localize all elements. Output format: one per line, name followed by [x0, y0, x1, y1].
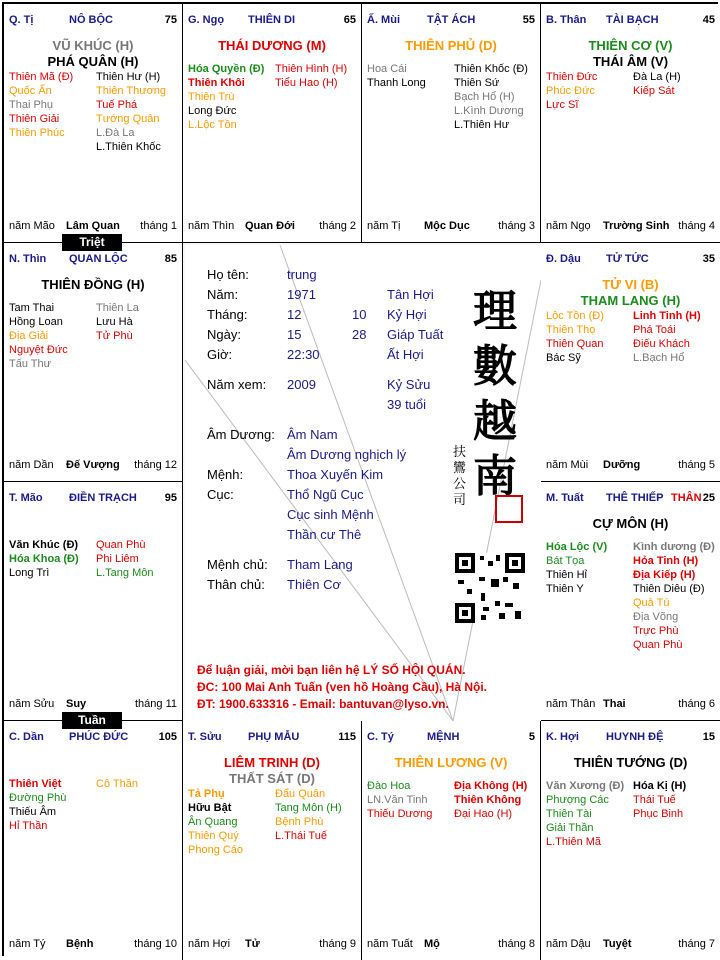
palace-cell-hoi[interactable] — [541, 721, 720, 960]
palace-year: năm Mùi — [546, 459, 589, 471]
palace-footer — [9, 220, 177, 234]
minor-star: Phượng Các — [546, 794, 609, 806]
main-star: THAM LANG (H) — [580, 293, 681, 308]
main-star: THIÊN LƯƠNG (V) — [394, 755, 508, 770]
minor-star: L.Thiên Khốc — [96, 141, 161, 153]
palace-cell-mui[interactable] — [362, 4, 541, 243]
triet-marker: Triệt — [62, 234, 122, 251]
palace-cell-thin[interactable] — [4, 243, 183, 482]
minor-star: Đường Phù — [9, 792, 67, 804]
palace-can-chi: Đ. Dậu — [546, 253, 581, 265]
minor-star: Kình dương (Đ) — [633, 541, 715, 553]
year-value: 1971 — [287, 287, 316, 302]
minor-star: Địa Giải — [9, 330, 49, 342]
seal-char-3: 越 — [473, 396, 517, 447]
minor-star: L.Bạch Hổ — [633, 352, 685, 364]
palace-can-chi: T. Mão — [9, 492, 43, 504]
cuc-note: Cục sinh Mệnh — [287, 507, 374, 522]
palace-year: năm Tý — [9, 938, 46, 950]
palace-dai-han: 85 — [164, 253, 177, 265]
palace-year: năm Tuất — [367, 938, 413, 950]
palace-year: năm Thìn — [188, 220, 235, 232]
palace-name: TỬ TỨC — [606, 253, 649, 265]
palace-header — [188, 14, 356, 28]
palace-dai-han: 105 — [158, 731, 177, 743]
main-star: TỬ VI (B) — [602, 277, 659, 292]
palace-month: tháng 8 — [498, 938, 535, 950]
minor-star: Đào Hoa — [367, 780, 411, 792]
menh-value: Thoa Xuyến Kim — [287, 467, 384, 482]
month-label: Tháng: — [207, 307, 248, 322]
palace-footer — [188, 220, 356, 234]
main-star: PHÁ QUÂN (H) — [47, 54, 139, 69]
palace-name: HUYNH ĐỆ — [606, 731, 664, 743]
red-stamp — [495, 495, 523, 523]
main-star: THÁI DƯƠNG (M) — [218, 38, 326, 53]
minor-star: Hỉ Thần — [9, 820, 48, 832]
minor-star: Phục Binh — [633, 808, 684, 820]
minor-star: Thiên Trù — [188, 91, 235, 103]
minor-stars-right — [454, 62, 528, 132]
tuan-marker: Tuần — [62, 712, 122, 729]
main-star: THẤT SÁT (D) — [229, 771, 315, 786]
minor-star: Bác Sỹ — [546, 352, 581, 364]
palace-stage: Thai — [603, 698, 626, 710]
minor-star: Thiên Quý — [188, 830, 239, 842]
minor-star: Cô Thần — [96, 778, 138, 790]
palace-header — [9, 731, 177, 745]
minor-star: L.Tang Môn — [96, 567, 154, 579]
minor-star: Thiên Khôi — [188, 77, 245, 89]
minor-star: Thiên Thọ — [546, 324, 596, 336]
minor-star: Thiên Diêu (Đ) — [633, 583, 705, 595]
palace-header — [367, 731, 535, 745]
hour-can: Ất Hợi — [387, 347, 424, 362]
palace-footer — [367, 938, 535, 952]
minor-star: Thiên Khốc (Đ) — [454, 63, 528, 75]
palace-year: năm Hợi — [188, 938, 231, 950]
palace-dai-han: 65 — [343, 14, 356, 26]
palace-name: TẬT ÁCH — [427, 14, 476, 26]
palace-year: năm Dậu — [546, 938, 591, 950]
minor-star: Tử Phù — [96, 330, 133, 342]
minor-star: Đại Hao (H) — [454, 808, 513, 820]
minor-star: Tiểu Hao (H) — [275, 77, 338, 89]
minor-stars-right — [96, 70, 166, 154]
minor-star: Phá Toái — [633, 324, 676, 336]
palace-name: QUAN LỘC — [69, 253, 128, 265]
minor-star: Phi Liêm — [96, 553, 139, 565]
palace-stage: Đế Vượng — [66, 459, 120, 471]
palace-dai-han: 5 — [528, 731, 535, 743]
menhchu-label: Mệnh chủ: — [207, 557, 268, 572]
minor-star: Thiên Hư (H) — [96, 71, 161, 83]
palace-name: PHÚC ĐỨC — [69, 731, 129, 743]
palace-footer — [546, 459, 715, 473]
palace-can-chi: T. Sửu — [188, 731, 222, 743]
minor-star: Quốc Ấn — [9, 85, 52, 97]
minor-star: Tuế Phá — [96, 99, 138, 111]
minor-star: Đà La (H) — [633, 71, 681, 83]
minor-star: Long Trì — [9, 567, 50, 579]
minor-star: Bát Tọa — [546, 555, 585, 567]
palace-dai-han: 55 — [522, 14, 535, 26]
main-star: THIÊN TƯỚNG (D) — [573, 755, 688, 770]
minor-star: Lộc Tồn (Đ) — [546, 310, 604, 322]
main-star: VŨ KHÚC (H) — [52, 38, 134, 53]
minor-star: Thiên Đức — [546, 71, 598, 83]
minor-star: Tướng Quân — [96, 113, 160, 125]
month-value: 12 — [287, 307, 302, 322]
palace-footer — [9, 459, 177, 473]
palace-name: THÊ THIẾP — [606, 492, 664, 504]
minor-stars-left — [546, 540, 607, 596]
minor-star: Tả Phụ — [188, 788, 225, 800]
day-label: Ngày: — [207, 327, 241, 342]
palace-stage: Trường Sinh — [603, 220, 670, 232]
palace-can-chi: C. Dần — [9, 731, 44, 743]
minor-stars-left — [9, 538, 79, 580]
minor-stars-right — [633, 779, 686, 821]
thanchu-value: Thiên Cơ — [287, 577, 342, 592]
contact-address: ĐC: 100 Mai Anh Tuấn (ven hồ Hoàng Cầu), Hà Nội. — [197, 680, 488, 694]
palace-footer — [9, 698, 177, 712]
minor-star: Đẩu Quân — [275, 788, 326, 800]
minor-star: LN.Văn Tinh — [367, 794, 428, 806]
minor-star: Hóa Kị (H) — [633, 780, 687, 792]
minor-star: Tam Thai — [9, 302, 55, 314]
palace-header — [188, 731, 356, 745]
palace-footer — [546, 220, 715, 234]
minor-star: Thiên Việt — [9, 778, 62, 790]
seal-char-2: 數 — [473, 341, 517, 392]
palace-month: tháng 4 — [678, 220, 715, 232]
palace-cell-mao[interactable] — [4, 482, 183, 721]
main-star: THIÊN PHỦ (D) — [405, 38, 497, 53]
palace-month: tháng 5 — [678, 459, 715, 471]
palace-dai-han: 115 — [338, 731, 356, 743]
minor-star: Địa Không (H) — [454, 780, 528, 792]
palace-month: tháng 3 — [498, 220, 535, 232]
minor-stars-right — [633, 70, 681, 98]
tuvi-chart — [2, 2, 718, 956]
cuc-value: Thổ Ngũ Cục — [287, 487, 364, 502]
palace-header — [9, 14, 177, 28]
palace-cell-dau[interactable] — [541, 243, 720, 482]
seal-char-4: 南 — [473, 451, 517, 502]
palace-name: ĐIỀN TRẠCH — [69, 492, 137, 504]
minor-star: Quan Phù — [633, 639, 683, 651]
minor-stars-left — [546, 779, 624, 849]
year-label: Năm: — [207, 287, 239, 302]
minor-star: Thiên Mã (Đ) — [9, 71, 74, 83]
view-year-label: Năm xem: — [207, 377, 267, 392]
palace-name: THIÊN DI — [248, 14, 296, 26]
minor-star: Giải Thần — [546, 822, 594, 834]
main-star: THÁI ÂM (V) — [592, 54, 669, 69]
minor-star: Thiên Thương — [96, 85, 167, 97]
palace-stage: Suy — [66, 698, 87, 710]
palace-year: năm Mão — [9, 220, 55, 232]
minor-star: Hóa Quyền (Đ) — [188, 63, 265, 75]
palace-cell-ti[interactable] — [4, 4, 183, 243]
minor-star: Thái Tuế — [633, 794, 676, 806]
minor-star: Thiên Quan — [546, 338, 604, 350]
palace-stage: Tuyệt — [603, 938, 632, 950]
minor-stars-right — [275, 787, 342, 843]
palace-cell-dan[interactable] — [4, 721, 183, 960]
contact-intro: Để luận giải, mời bạn liên hệ LÝ SỐ HỘI QUÁN. — [197, 663, 466, 677]
palace-year: năm Ngọ — [546, 220, 591, 232]
palace-month: tháng 1 — [140, 220, 177, 232]
palace-can-chi: K. Hợi — [546, 731, 579, 743]
minor-star: Hồng Loan — [9, 316, 63, 328]
palace-month: tháng 6 — [678, 698, 715, 710]
year-can: Tân Hợi — [387, 287, 434, 302]
palace-cell-ty[interactable] — [362, 721, 541, 960]
minor-stars-right — [275, 62, 347, 90]
minor-star: Trực Phù — [633, 625, 679, 637]
seal-small-text: 扶鸞公司 — [453, 445, 467, 508]
view-year-can: Kỷ Sửu — [387, 377, 431, 392]
minor-star: Ân Quang — [188, 816, 238, 828]
palace-name: NÔ BỘC — [69, 14, 113, 26]
minor-star: Thiên Không — [454, 794, 522, 806]
minor-stars-right — [633, 309, 701, 365]
minor-star: Thiên Sứ — [454, 77, 500, 89]
palace-can-chi: M. Tuất — [546, 492, 584, 504]
contact-phone-email[interactable]: ĐT: 1900.633316 - Email: bantuvan@lyso.vn. — [197, 697, 449, 711]
minor-star: Lưu Hà — [96, 316, 133, 328]
minor-star: Tang Môn (H) — [275, 802, 342, 814]
minor-star: Phong Cáo — [188, 844, 244, 856]
palace-header — [546, 731, 715, 745]
minor-star: Thanh Long — [367, 77, 426, 89]
minor-star: Thai Phụ — [9, 99, 54, 111]
palace-cell-suu[interactable] — [183, 721, 362, 960]
minor-star: L.Lộc Tồn — [188, 119, 237, 131]
minor-star: Linh Tinh (H) — [633, 310, 701, 322]
palace-stage: Bệnh — [66, 938, 94, 950]
palace-footer — [546, 938, 715, 952]
palace-footer — [546, 698, 715, 712]
palace-can-chi: C. Tý — [367, 731, 394, 743]
palace-dai-han: 35 — [702, 253, 715, 265]
amduong-label: Âm Dương: — [207, 427, 275, 442]
minor-stars-right — [633, 540, 715, 652]
minor-star: L.Đà La — [96, 127, 135, 139]
minor-star: Thiên Y — [546, 583, 584, 595]
palace-header — [546, 253, 715, 267]
minor-star: Điếu Khách — [633, 338, 690, 350]
minor-star: L.Thiên Mã — [546, 836, 602, 848]
palace-stage: Mộ — [424, 938, 440, 950]
minor-stars-right — [96, 777, 138, 791]
day-lunar: 28 — [352, 327, 367, 342]
palace-dai-han: 45 — [702, 14, 715, 26]
minor-star: Tấu Thư — [9, 358, 52, 370]
palace-stage: Dưỡng — [603, 459, 641, 471]
minor-star: L.Kình Dương — [454, 105, 524, 117]
month-can: Kỷ Hợi — [387, 307, 427, 322]
minor-star: Thiên Hình (H) — [275, 63, 348, 75]
minor-stars-left — [9, 70, 73, 140]
palace-can-chi: B. Thân — [546, 14, 587, 26]
palace-month: tháng 2 — [319, 220, 356, 232]
palace-year: năm Thân — [546, 698, 596, 710]
main-star: LIÊM TRINH (D) — [223, 755, 321, 770]
palace-month: tháng 12 — [134, 459, 177, 471]
minor-star: Bạch Hổ (H) — [454, 91, 515, 103]
minor-star: Hỏa Tinh (H) — [633, 555, 699, 567]
main-star: THIÊN ĐỒNG (H) — [41, 277, 145, 292]
day-value: 15 — [287, 327, 302, 342]
palace-header — [9, 253, 177, 267]
minor-star: Kiếp Sát — [633, 85, 675, 97]
minor-stars-left — [546, 309, 604, 365]
minor-stars-left — [188, 787, 243, 857]
minor-star: Hóa Lộc (V) — [546, 541, 608, 553]
palace-can-chi: G. Ngọ — [188, 14, 225, 26]
palace-name: MỆNH — [427, 731, 460, 743]
main-star: CỰ MÔN (H) — [592, 516, 669, 531]
minor-star: Nguyệt Đức — [9, 344, 68, 356]
minor-star: Thiên Phúc — [9, 127, 65, 139]
palace-header — [546, 492, 715, 506]
qr-code — [455, 553, 525, 623]
minor-stars-left — [188, 62, 264, 132]
palace-dai-han: 15 — [702, 731, 715, 743]
palace-month: tháng 7 — [678, 938, 715, 950]
palace-stage: Lâm Quan — [66, 220, 120, 232]
minor-star: Quả Tú — [633, 597, 670, 609]
minor-star: Thiên Giải — [9, 113, 60, 125]
palace-footer — [367, 220, 535, 234]
minor-star: Hoa Cái — [367, 63, 407, 75]
minor-star: Địa Võng — [633, 611, 679, 623]
palace-cell-than[interactable] — [541, 4, 720, 243]
minor-star: L.Thiên Hư — [454, 119, 510, 131]
minor-star: Thiên Hỉ — [546, 569, 587, 581]
palace-stage: Tử — [245, 938, 260, 950]
palace-year: năm Tị — [367, 220, 401, 232]
minor-star: Thiếu Dương — [367, 808, 433, 820]
minor-star: Long Đức — [188, 105, 237, 117]
main-star: THIÊN CƠ (V) — [588, 38, 673, 53]
name-value: trung — [287, 267, 317, 282]
minor-star: Văn Xương (Đ) — [546, 780, 625, 792]
palace-cell-ngo[interactable] — [183, 4, 362, 243]
palace-month: tháng 10 — [134, 938, 177, 950]
palace-header — [367, 14, 535, 28]
name-label: Họ tên: — [207, 267, 249, 282]
minor-star: Văn Khúc (Đ) — [9, 539, 79, 551]
palace-stage: Mộc Dục — [424, 220, 470, 232]
minor-star: Bệnh Phù — [275, 816, 324, 828]
palace-stage: Quan Đới — [245, 220, 295, 232]
minor-star: L.Thái Tuế — [275, 830, 327, 842]
palace-footer — [188, 938, 356, 952]
minor-stars-right — [96, 538, 153, 580]
palace-year: năm Sửu — [9, 698, 55, 710]
month-lunar: 10 — [352, 307, 367, 322]
minor-star: Địa Kiếp (H) — [633, 569, 696, 581]
minor-star: Thiên Tài — [546, 808, 592, 820]
menh-label: Mệnh: — [207, 467, 244, 482]
thanchu-label: Thân chủ: — [207, 577, 265, 592]
minor-stars-left — [367, 779, 432, 821]
minor-star: Lực Sĩ — [546, 99, 579, 111]
palace-header — [9, 492, 177, 506]
palace-name: PHỤ MẪU — [248, 731, 300, 743]
cuc-label: Cục: — [207, 487, 234, 502]
view-year-value: 2009 — [287, 377, 316, 392]
palace-header — [546, 14, 715, 28]
than-cu-note: Thần cư Thê — [287, 527, 362, 542]
palace-can-chi: Q. Tị — [9, 14, 34, 26]
palace-dai-han: 75 — [164, 14, 177, 26]
hour-label: Giờ: — [207, 347, 233, 362]
age-value: 39 tuổi — [387, 397, 427, 412]
minor-star: Thiếu Âm — [9, 806, 57, 818]
chart-center-info — [185, 245, 541, 721]
minor-star: Hóa Khoa (Đ) — [9, 553, 79, 565]
minor-star: Quan Phù — [96, 539, 146, 551]
minor-stars-left — [546, 70, 597, 112]
day-can: Giáp Tuất — [387, 327, 444, 342]
palace-dai-han: 25 — [702, 492, 715, 504]
palace-dai-han: 95 — [164, 492, 177, 504]
palace-name: TÀI BẠCH — [606, 14, 659, 26]
minor-star: Thiên La — [96, 302, 139, 314]
hour-value: 22:30 — [287, 347, 320, 362]
amduong-value: Âm Nam — [287, 427, 338, 442]
palace-can-chi: N. Thìn — [9, 253, 47, 265]
seal-char-1: 理 — [473, 286, 517, 337]
minor-stars-left — [9, 777, 66, 833]
amduong-note: Âm Dương nghịch lý — [287, 447, 407, 462]
minor-stars-left — [367, 62, 426, 90]
minor-stars-right — [454, 779, 527, 821]
palace-month: tháng 9 — [319, 938, 356, 950]
palace-than-marker: THÂN — [671, 492, 702, 504]
minor-stars-left — [9, 301, 68, 371]
minor-stars-right — [96, 301, 139, 343]
palace-cell-tuat[interactable] — [541, 482, 720, 721]
palace-footer — [9, 938, 177, 952]
palace-month: tháng 11 — [134, 698, 177, 710]
menhchu-value: Tham Lang — [287, 557, 353, 572]
palace-can-chi: Ấ. Mùi — [367, 14, 400, 26]
minor-star: Hữu Bật — [188, 802, 232, 814]
palace-year: năm Dần — [9, 459, 54, 471]
minor-star: Phúc Đức — [546, 85, 595, 97]
